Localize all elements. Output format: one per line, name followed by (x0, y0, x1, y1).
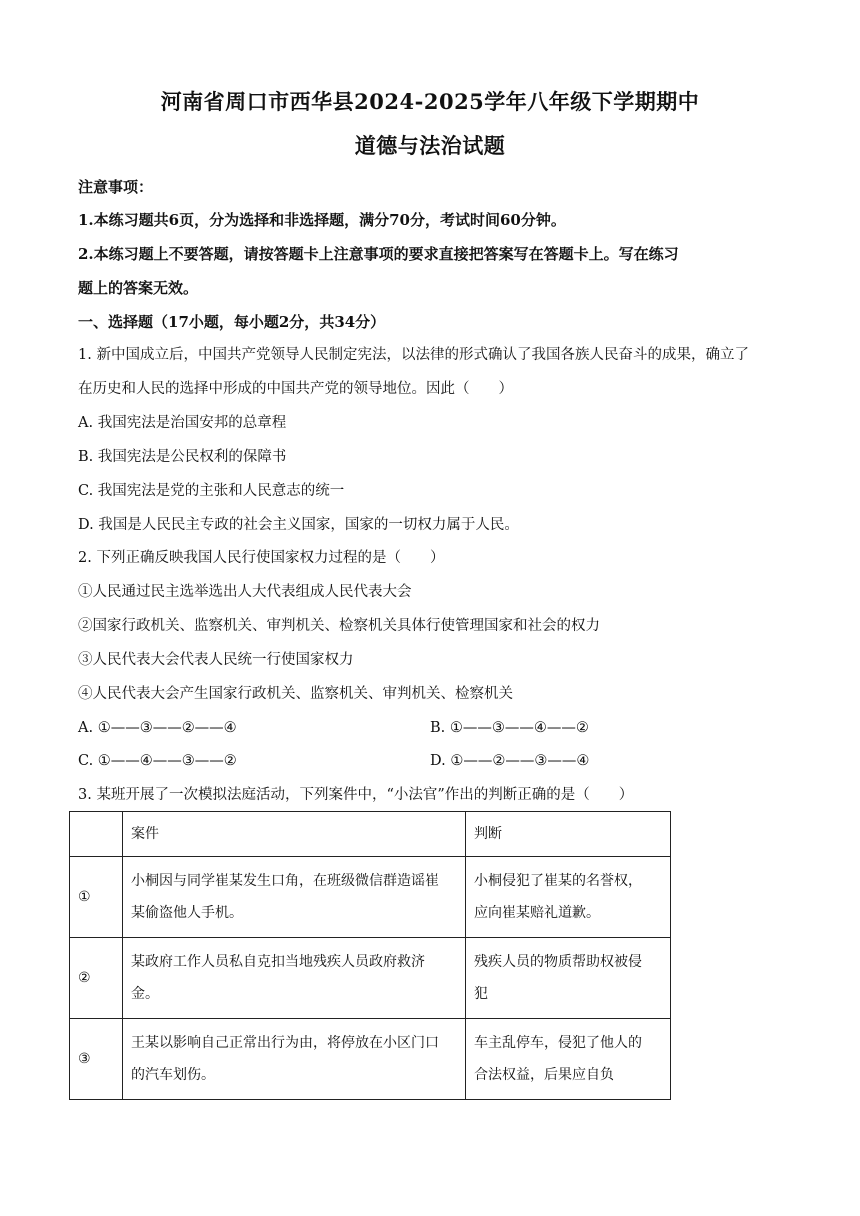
case-cell (123, 938, 466, 1019)
table-header-num (70, 812, 123, 857)
judgement-cell (466, 1019, 671, 1100)
q1-option-d: D. 我国是人民民主专政的社会主义国家，国家的一切权力属于人民。 (78, 517, 519, 533)
case-cell (123, 857, 466, 938)
q1-option-c: C. 我国宪法是党的主张和人民意志的统一 (78, 483, 345, 499)
row-number: ③ (70, 1019, 123, 1100)
notice-item-2-line-1: 2.本练习题上不要答题，请按答题卡上注意事项的要求直接把答案写在答题卡上。写在练习 (78, 245, 679, 263)
q2-statement-1: ①人民通过民主选举选出人大代表组成人民代表大会 (78, 584, 412, 600)
judgement-text-line: 车主乱停车，侵犯了他人的 (474, 1035, 642, 1051)
case-cell (123, 1019, 466, 1100)
q2-statement-4: ④人民代表大会产生国家行政机关、监察机关、审判机关、检察机关 (78, 686, 513, 702)
table-row (70, 938, 671, 1019)
table-row (70, 1019, 671, 1100)
table-header-row (70, 812, 671, 857)
judgement-text-line: 残疾人员的物质帮助权被侵 (474, 954, 642, 970)
table-header-judgement: 判断 (466, 812, 671, 857)
case-text-line: 金。 (131, 986, 159, 1002)
case-text-line: 某政府工作人员私自克扣当地残疾人员政府救济 (131, 954, 425, 970)
judgement-text-line: 犯 (474, 986, 488, 1002)
notice-item-1: 1.本练习题共6页，分为选择和非选择题，满分70分，考试时间60分钟。 (78, 211, 566, 229)
q2-option-a: A. ①——③——②——④ (78, 720, 237, 736)
row-number: ② (70, 938, 123, 1019)
table-row (70, 857, 671, 938)
table-header-case: 案件 (123, 812, 466, 857)
case-text-line: 某偷盗他人手机。 (131, 905, 243, 921)
judgement-cell (466, 857, 671, 938)
case-text-line: 小桐因与同学崔某发生口角，在班级微信群造谣崔 (131, 873, 439, 889)
q2-statement-3: ③人民代表大会代表人民统一行使国家权力 (78, 652, 354, 668)
q2-option-b: B. ①——③——④——② (430, 720, 589, 736)
q3-stem: 3. 某班开展了一次模拟法庭活动，下列案件中，“小法官”作出的判断正确的是（ ） (78, 787, 634, 803)
q3-case-table (69, 811, 671, 1100)
q2-option-c: C. ①——④——③——② (78, 753, 237, 769)
exam-subject-title: 道德与法治试题 (354, 133, 506, 158)
q2-option-d: D. ①——②——③——④ (430, 753, 590, 769)
notice-item-2-line-2: 题上的答案无效。 (78, 279, 199, 297)
section-heading: 一、选择题（17小题，每小题2分，共34分） (78, 313, 386, 331)
case-text-line: 王某以影响自己正常出行为由，将停放在小区门口 (131, 1035, 439, 1051)
q1-option-b: B. 我国宪法是公民权利的保障书 (78, 449, 287, 465)
notice-heading: 注意事项： (78, 178, 154, 196)
q1-option-a: A. 我国宪法是治国安邦的总章程 (78, 415, 287, 431)
judgement-text-line: 小桐侵犯了崔某的名誉权， (474, 873, 642, 889)
q1-stem-line-1: 1. 新中国成立后，中国共产党领导人民制定宪法，以法律的形式确认了我国各族人民奋斗的成果，确立了 (78, 347, 749, 363)
row-number: ① (70, 857, 123, 938)
judgement-text-line: 合法权益，后果应自负 (474, 1067, 614, 1083)
q2-stem: 2. 下列正确反映我国人民行使国家权力过程的是（ ） (78, 550, 445, 566)
judgement-cell (466, 938, 671, 1019)
exam-title: 河南省周口市西华县2024-2025学年八年级下学期期中 (160, 89, 700, 114)
judgement-text-line: 应向崔某赔礼道歉。 (474, 905, 600, 921)
q2-statement-2: ②国家行政机关、监察机关、审判机关、检察机关具体行使管理国家和社会的权力 (78, 618, 600, 634)
case-text-line: 的汽车划伤。 (131, 1067, 215, 1083)
q1-stem-line-2: 在历史和人民的选择中形成的中国共产党的领导地位。因此（ ） (78, 381, 513, 397)
